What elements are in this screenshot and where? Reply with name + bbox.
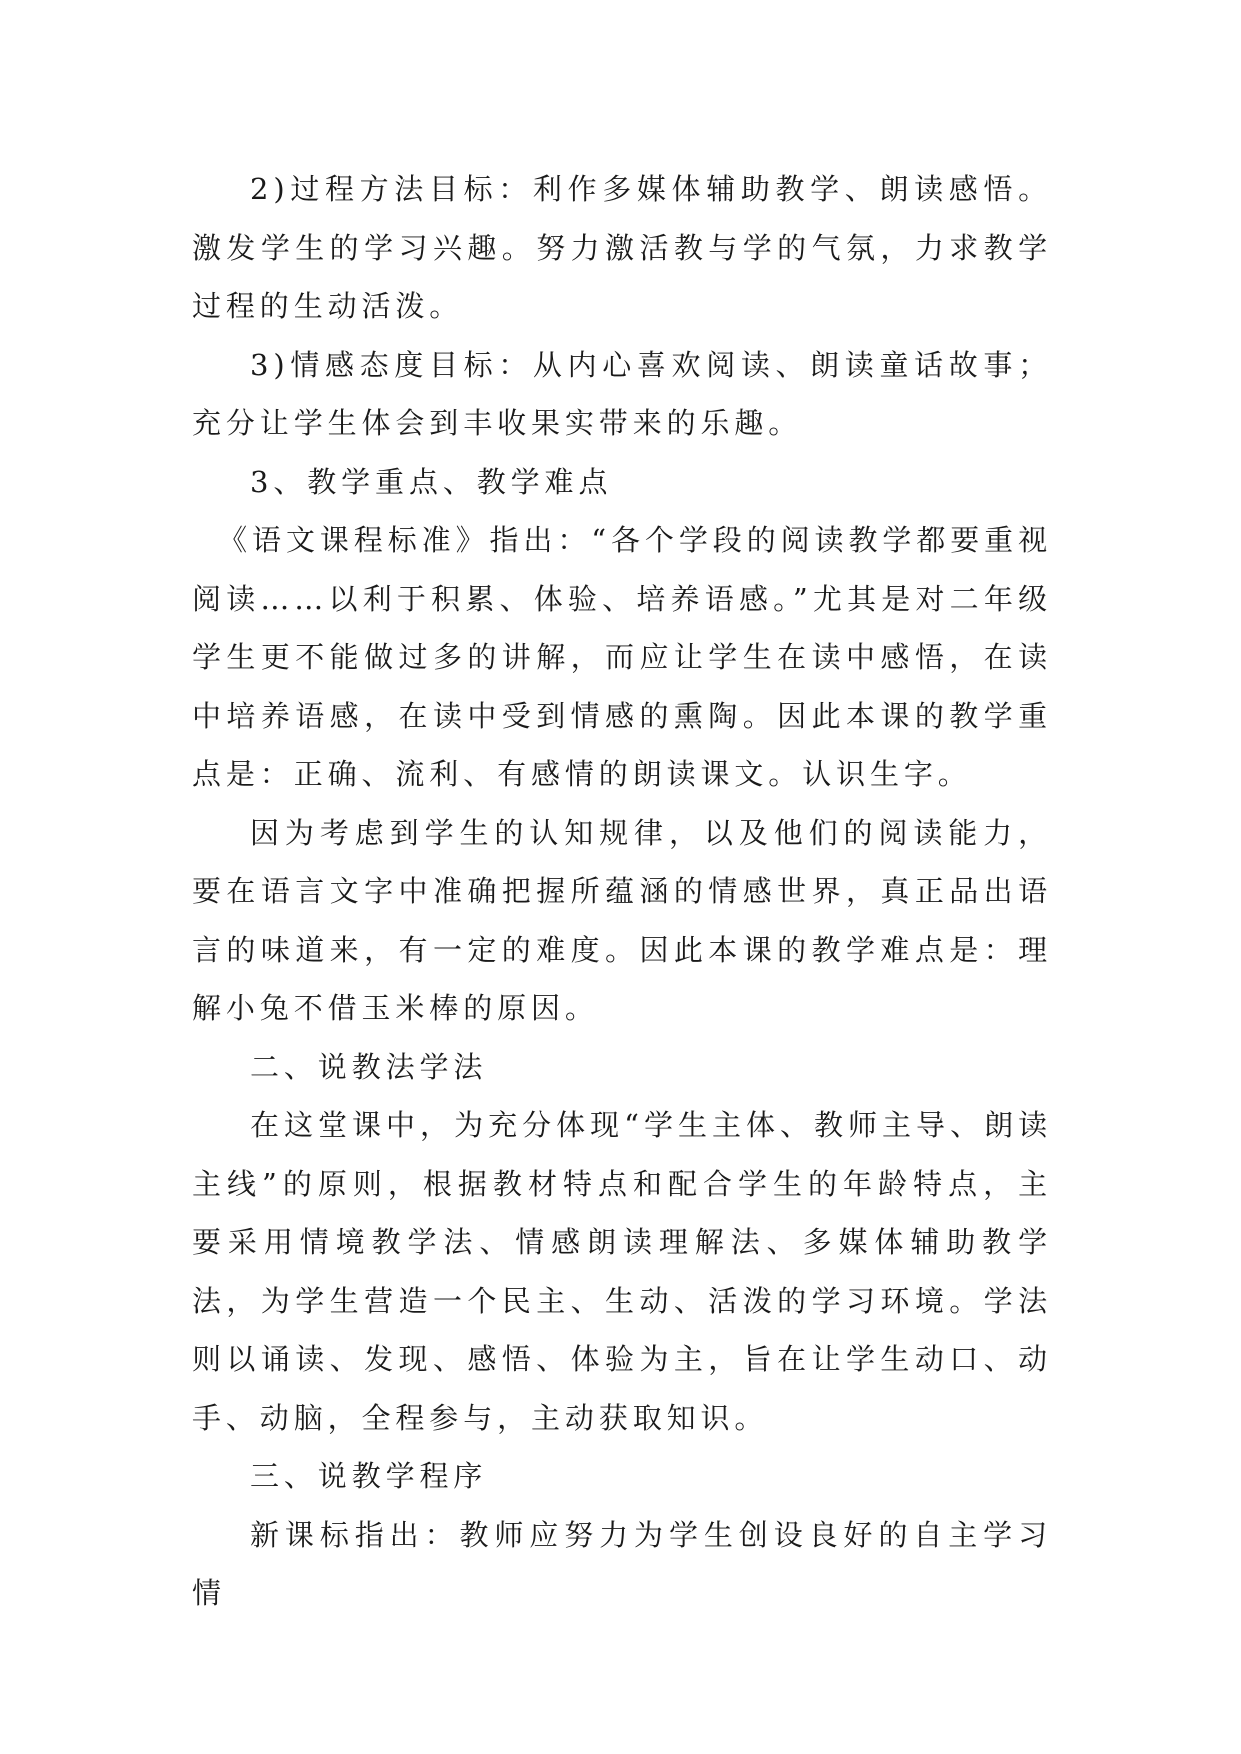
document-page: [192, 160, 1052, 1623]
paragraph-teaching-methods: 在这堂课中，为充分体现“学生主体、教师主导、朗读主线”的原则，根据教材特点和配合学生的年龄特点，主要采用情境教学法、情感朗读理解法、多媒体辅助教学法，为学生营造一个民主、生动、活泼的学习环境。学法则以诵读、发现、感悟、体验为主，旨在让学生动口、动手、动脑，全程参与，主动获取知识。: [192, 1108, 1052, 1435]
paragraph-curriculum-standard: 《语文课程标准》指出：“各个学段的阅读教学都要重视阅读……以利于积累、体验、培养语感。”尤其是对二年级学生更不能做过多的讲解，而应让学生在读中感悟，在读中培养语感，在读中受到情感的熏陶。因此本课的教学重点是：正确、流利、有感情的朗读课文。认识生字。: [192, 523, 1052, 791]
heading-key-points: 3、教学重点、教学难点: [250, 464, 613, 499]
paragraph-emotion-goal: 3)情感态度目标：从内心喜欢阅读、朗读童话故事；充分让学生体会到丰收果实带来的乐趣。: [192, 347, 1052, 440]
paragraph-new-standard: 新课标指出：教师应努力为学生创设良好的自主学习情: [192, 1517, 1052, 1610]
paragraph-difficulty: 因为考虑到学生的认知规律，以及他们的阅读能力，要在语言文字中准确把握所蕴涵的情感世界，真正品出语言的味道来，有一定的难度。因此本课的教学难点是：理解小兔不借玉米棒的原因。: [192, 815, 1052, 1025]
heading-teaching-procedure: 三、说教学程序: [250, 1459, 488, 1493]
heading-teaching-methods: 二、说教法学法: [250, 1049, 488, 1084]
paragraph-process-goal: 2)过程方法目标：利作多媒体辅助教学、朗读感悟。激发学生的学习兴趣。努力激活教与学的气氛，力求教学过程的生动活泼。: [192, 172, 1052, 323]
